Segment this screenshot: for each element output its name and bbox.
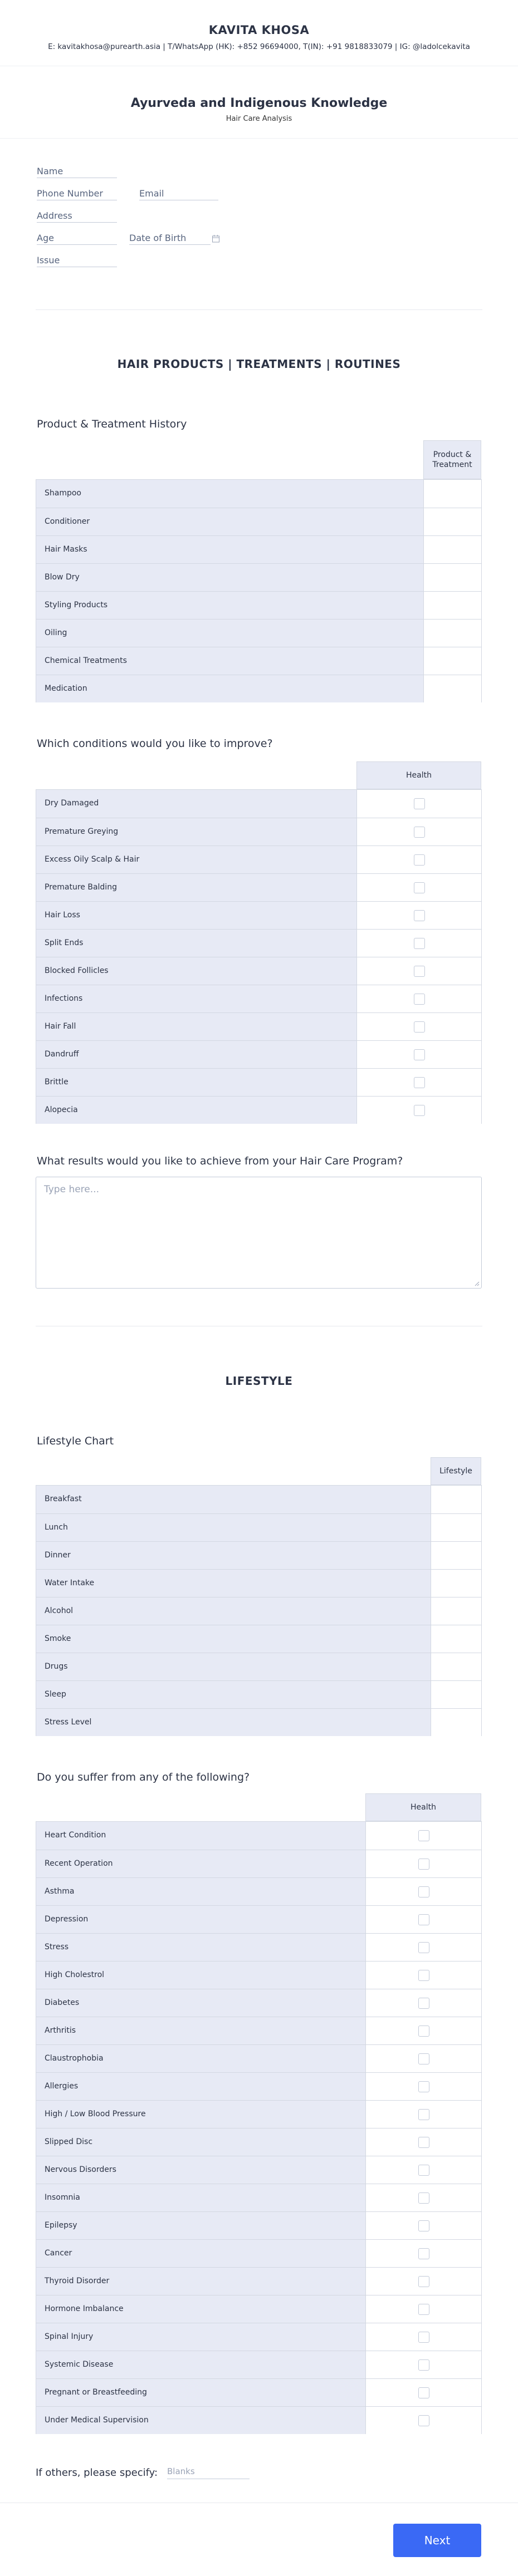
row-label: Water Intake bbox=[36, 1570, 431, 1597]
table-row bbox=[36, 873, 481, 901]
checkbox[interactable] bbox=[418, 2304, 429, 2315]
row-label: Hair Masks bbox=[36, 536, 424, 563]
checkbox-cell bbox=[366, 2045, 481, 2072]
checkbox[interactable] bbox=[418, 2137, 429, 2148]
row-label: Depression bbox=[36, 1906, 366, 1933]
row-label: Hair Loss bbox=[36, 902, 357, 929]
checkbox-cell bbox=[366, 2295, 481, 2323]
table-row bbox=[36, 2351, 481, 2378]
section-divider bbox=[36, 309, 482, 310]
row-label: Chemical Treatments bbox=[36, 647, 424, 675]
table-row bbox=[36, 1040, 481, 1068]
issue-placeholder: Issue bbox=[37, 255, 60, 266]
row-label: Arthritis bbox=[36, 2017, 366, 2044]
checkbox[interactable] bbox=[418, 1830, 429, 1841]
email-field[interactable] bbox=[139, 188, 218, 200]
resize-handle-icon[interactable] bbox=[475, 1281, 480, 1286]
history-label: Product & Treatment History bbox=[37, 418, 187, 430]
checkbox[interactable] bbox=[414, 966, 425, 977]
row-label: Systemic Disease bbox=[36, 2351, 366, 2378]
row-label: Dinner bbox=[36, 1542, 431, 1569]
table-row bbox=[36, 2044, 481, 2072]
suffer-label: Do you suffer from any of the following? bbox=[37, 1771, 250, 1783]
author-name: KAVITA KHOSA bbox=[208, 23, 310, 37]
row-label: Blow Dry bbox=[36, 564, 424, 591]
row-label: Shampoo bbox=[36, 480, 424, 508]
table-row bbox=[36, 2406, 481, 2434]
table-row bbox=[36, 1905, 481, 1933]
row-label: Dry Damaged bbox=[36, 790, 357, 818]
row-label: Spinal Injury bbox=[36, 2323, 366, 2351]
input-cell[interactable] bbox=[424, 536, 481, 563]
table-row bbox=[36, 929, 481, 957]
others-placeholder: Blanks bbox=[167, 2466, 195, 2476]
row-label: Heart Condition bbox=[36, 1822, 366, 1850]
checkbox[interactable] bbox=[418, 1970, 429, 1981]
table-row bbox=[36, 647, 481, 675]
table-row bbox=[36, 845, 481, 873]
row-label: Hormone Imbalance bbox=[36, 2295, 366, 2323]
checkbox-cell bbox=[357, 1097, 481, 1124]
checkbox-cell bbox=[357, 790, 481, 818]
input-cell[interactable] bbox=[424, 592, 481, 619]
input-cell[interactable] bbox=[431, 1597, 481, 1625]
dob-field[interactable] bbox=[129, 233, 211, 245]
checkbox-cell bbox=[366, 2240, 481, 2267]
table-row bbox=[36, 1822, 481, 1850]
checkbox-cell bbox=[366, 1934, 481, 1961]
checkbox-cell bbox=[357, 930, 481, 957]
table-row bbox=[36, 2184, 481, 2211]
table-row bbox=[36, 2100, 481, 2128]
table-row bbox=[36, 2378, 481, 2406]
checkbox-cell bbox=[357, 874, 481, 901]
lifestyle-matrix bbox=[36, 1485, 482, 1736]
table-row bbox=[36, 2323, 481, 2351]
row-label: Alopecia bbox=[36, 1097, 357, 1124]
input-cell[interactable] bbox=[431, 1709, 481, 1736]
checkbox-cell bbox=[366, 2379, 481, 2406]
checkbox-cell bbox=[366, 2156, 481, 2184]
input-cell[interactable] bbox=[431, 1570, 481, 1597]
table-row bbox=[36, 1961, 481, 1989]
checkbox[interactable] bbox=[418, 2192, 429, 2204]
row-label: Epilepsy bbox=[36, 2212, 366, 2239]
checkbox-cell bbox=[357, 1069, 481, 1096]
row-label: Thyroid Disorder bbox=[36, 2268, 366, 2295]
checkbox[interactable] bbox=[418, 2109, 429, 2120]
checkbox-cell bbox=[357, 1041, 481, 1068]
checkbox[interactable] bbox=[418, 1998, 429, 2009]
row-label: Insomnia bbox=[36, 2184, 366, 2211]
section-heading-products: HAIR PRODUCTS | TREATMENTS | ROUTINES bbox=[117, 357, 401, 371]
checkbox[interactable] bbox=[418, 2332, 429, 2343]
row-label: Drugs bbox=[36, 1653, 431, 1680]
row-label: Conditioner bbox=[36, 508, 424, 535]
checkbox[interactable] bbox=[414, 1021, 425, 1033]
checkbox-cell bbox=[366, 2073, 481, 2100]
input-cell[interactable] bbox=[424, 508, 481, 535]
table-row bbox=[36, 790, 481, 818]
row-label: Blocked Follicles bbox=[36, 957, 357, 985]
table-row bbox=[36, 508, 481, 535]
checkbox-cell bbox=[366, 1962, 481, 1989]
table-row bbox=[36, 2156, 481, 2184]
checkbox[interactable] bbox=[418, 1914, 429, 1925]
checkbox[interactable] bbox=[418, 2026, 429, 2037]
table-row bbox=[36, 480, 481, 508]
input-cell[interactable] bbox=[424, 647, 481, 675]
row-label: Premature Greying bbox=[36, 818, 357, 845]
checkbox[interactable] bbox=[414, 1105, 425, 1116]
row-label: Medication bbox=[36, 675, 424, 702]
checkbox-cell bbox=[357, 846, 481, 873]
row-label: High Cholestrol bbox=[36, 1962, 366, 1989]
row-label: Asthma bbox=[36, 1878, 366, 1905]
checkbox[interactable] bbox=[418, 2165, 429, 2176]
table-row bbox=[36, 1989, 481, 2017]
row-label: Dandruff bbox=[36, 1041, 357, 1068]
input-cell[interactable] bbox=[431, 1653, 481, 1680]
checkbox[interactable] bbox=[418, 2248, 429, 2259]
table-row bbox=[36, 1513, 481, 1541]
checkbox-cell bbox=[357, 957, 481, 985]
input-cell[interactable] bbox=[424, 480, 481, 508]
checkbox-cell bbox=[366, 2407, 481, 2434]
row-label: Stress Level bbox=[36, 1709, 431, 1736]
checkbox[interactable] bbox=[418, 1942, 429, 1953]
table-row bbox=[36, 2128, 481, 2156]
table-row bbox=[36, 901, 481, 929]
input-cell[interactable] bbox=[424, 675, 481, 702]
checkbox-cell bbox=[357, 902, 481, 929]
row-label: Claustrophobia bbox=[36, 2045, 366, 2072]
row-label: Smoke bbox=[36, 1625, 431, 1653]
input-cell[interactable] bbox=[431, 1486, 481, 1513]
issue-field[interactable] bbox=[37, 255, 117, 267]
input-cell[interactable] bbox=[424, 620, 481, 647]
table-row bbox=[36, 1680, 481, 1708]
checkbox[interactable] bbox=[418, 1886, 429, 1897]
row-label: Hair Fall bbox=[36, 1013, 357, 1040]
row-label: Alcohol bbox=[36, 1597, 431, 1625]
row-label: Styling Products bbox=[36, 592, 424, 619]
table-row bbox=[36, 1850, 481, 1877]
form-subtitle: Hair Care Analysis bbox=[226, 115, 292, 123]
checkbox[interactable] bbox=[418, 2387, 429, 2398]
form-title: Ayurveda and Indigenous Knowledge bbox=[130, 96, 388, 110]
suffer-column-header: Health bbox=[365, 1793, 481, 1821]
phone-placeholder: Phone Number bbox=[37, 188, 103, 199]
input-cell[interactable] bbox=[431, 1514, 481, 1541]
table-row bbox=[36, 2072, 481, 2100]
input-cell[interactable] bbox=[431, 1681, 481, 1708]
row-label: Diabetes bbox=[36, 1989, 366, 2017]
row-label: Sleep bbox=[36, 1681, 431, 1708]
table-row bbox=[36, 535, 481, 563]
checkbox[interactable] bbox=[414, 798, 425, 809]
row-label: Split Ends bbox=[36, 930, 357, 957]
results-placeholder: Type here... bbox=[44, 1184, 99, 1195]
results-label: What results would you like to achieve from your Hair Care Program? bbox=[37, 1155, 403, 1167]
table-row bbox=[36, 675, 481, 702]
lifestyle-column-header: Lifestyle bbox=[431, 1457, 481, 1485]
checkbox[interactable] bbox=[418, 2359, 429, 2371]
checkbox[interactable] bbox=[418, 1859, 429, 1870]
checkbox-cell bbox=[366, 2323, 481, 2351]
row-label: Cancer bbox=[36, 2240, 366, 2267]
table-row bbox=[36, 1597, 481, 1625]
checkbox-cell bbox=[366, 2212, 481, 2239]
table-row bbox=[36, 957, 481, 985]
row-label: Slipped Disc bbox=[36, 2128, 366, 2156]
table-row bbox=[36, 1569, 481, 1597]
table-row bbox=[36, 1653, 481, 1680]
history-column-header: Product & Treatment bbox=[423, 440, 481, 479]
checkbox[interactable] bbox=[414, 994, 425, 1005]
checkbox-cell bbox=[366, 2017, 481, 2044]
row-label: Excess Oily Scalp & Hair bbox=[36, 846, 357, 873]
others-label: If others, please specify: bbox=[36, 2467, 158, 2479]
checkbox-cell bbox=[366, 2101, 481, 2128]
checkbox-cell bbox=[357, 818, 481, 845]
row-label: Lunch bbox=[36, 1514, 431, 1541]
row-label: Pregnant or Breastfeeding bbox=[36, 2379, 366, 2406]
table-row bbox=[36, 1012, 481, 1040]
checkbox-cell bbox=[357, 985, 481, 1012]
checkbox[interactable] bbox=[414, 910, 425, 921]
table-row bbox=[36, 1708, 481, 1736]
name-field[interactable] bbox=[37, 166, 117, 178]
email-placeholder: Email bbox=[139, 188, 164, 199]
results-textarea[interactable] bbox=[36, 1177, 482, 1289]
row-label: Brittle bbox=[36, 1069, 357, 1096]
row-label: Infections bbox=[36, 985, 357, 1012]
checkbox[interactable] bbox=[414, 1049, 425, 1060]
checkbox-cell bbox=[366, 1878, 481, 1905]
checkbox-cell bbox=[366, 2184, 481, 2211]
row-label: Premature Balding bbox=[36, 874, 357, 901]
row-label: Allergies bbox=[36, 2073, 366, 2100]
table-row bbox=[36, 2267, 481, 2295]
address-placeholder: Address bbox=[37, 210, 72, 221]
section-heading-lifestyle: LIFESTYLE bbox=[225, 1374, 293, 1388]
row-label: Stress bbox=[36, 1934, 366, 1961]
age-placeholder: Age bbox=[37, 233, 54, 243]
checkbox-cell bbox=[366, 1850, 481, 1877]
title-divider bbox=[0, 138, 518, 139]
checkbox[interactable] bbox=[414, 854, 425, 866]
checkbox-cell bbox=[366, 2128, 481, 2156]
row-label: Oiling bbox=[36, 620, 424, 647]
input-cell[interactable] bbox=[424, 564, 481, 591]
checkbox[interactable] bbox=[418, 2220, 429, 2231]
table-row bbox=[36, 1096, 481, 1124]
checkbox[interactable] bbox=[414, 882, 425, 893]
lifestyle-label: Lifestyle Chart bbox=[37, 1435, 114, 1447]
table-row bbox=[36, 2239, 481, 2267]
table-row bbox=[36, 985, 481, 1012]
row-label: Recent Operation bbox=[36, 1850, 366, 1877]
calendar-icon[interactable] bbox=[212, 235, 219, 243]
history-matrix bbox=[36, 479, 482, 702]
contact-info: E: kavitakhosa@purearth.asia | T/WhatsApp (HK): +852 96694000, T(IN): +91 9818833079 | IG: @ladolcekavita bbox=[48, 42, 470, 51]
checkbox[interactable] bbox=[418, 2276, 429, 2287]
conditions-column-header: Health bbox=[356, 761, 481, 789]
row-label: Breakfast bbox=[36, 1486, 431, 1513]
table-row bbox=[36, 1486, 481, 1513]
checkbox-cell bbox=[366, 1906, 481, 1933]
phone-field[interactable] bbox=[37, 188, 117, 200]
table-row bbox=[36, 2017, 481, 2044]
row-label: Under Medical Supervision bbox=[36, 2407, 366, 2434]
age-field[interactable] bbox=[37, 233, 117, 245]
checkbox-cell bbox=[366, 1822, 481, 1850]
dob-placeholder: Date of Birth bbox=[129, 233, 187, 243]
suffer-matrix bbox=[36, 1821, 482, 2434]
row-label: Nervous Disorders bbox=[36, 2156, 366, 2184]
table-row bbox=[36, 1068, 481, 1096]
checkbox[interactable] bbox=[414, 938, 425, 949]
checkbox-cell bbox=[366, 2268, 481, 2295]
checkbox[interactable] bbox=[414, 827, 425, 838]
table-row bbox=[36, 591, 481, 619]
checkbox-cell bbox=[366, 2351, 481, 2378]
table-row bbox=[36, 563, 481, 591]
others-input[interactable] bbox=[167, 2466, 250, 2479]
checkbox[interactable] bbox=[418, 2053, 429, 2064]
input-cell[interactable] bbox=[431, 1625, 481, 1653]
table-row bbox=[36, 1933, 481, 1961]
conditions-matrix bbox=[36, 789, 482, 1124]
checkbox-cell bbox=[366, 1989, 481, 2017]
input-cell[interactable] bbox=[431, 1542, 481, 1569]
row-label: High / Low Blood Pressure bbox=[36, 2101, 366, 2128]
checkbox[interactable] bbox=[418, 2415, 429, 2426]
checkbox-cell bbox=[357, 1013, 481, 1040]
name-placeholder: Name bbox=[37, 166, 63, 176]
checkbox[interactable] bbox=[414, 1077, 425, 1088]
conditions-label: Which conditions would you like to improve? bbox=[37, 738, 273, 750]
table-row bbox=[36, 1541, 481, 1569]
table-row bbox=[36, 619, 481, 647]
table-row bbox=[36, 2211, 481, 2239]
checkbox[interactable] bbox=[418, 2081, 429, 2092]
address-field[interactable] bbox=[37, 210, 117, 223]
table-row bbox=[36, 1877, 481, 1905]
table-row bbox=[36, 2295, 481, 2323]
table-row bbox=[36, 1625, 481, 1653]
table-row bbox=[36, 818, 481, 845]
next-button[interactable]: Next bbox=[393, 2524, 481, 2557]
